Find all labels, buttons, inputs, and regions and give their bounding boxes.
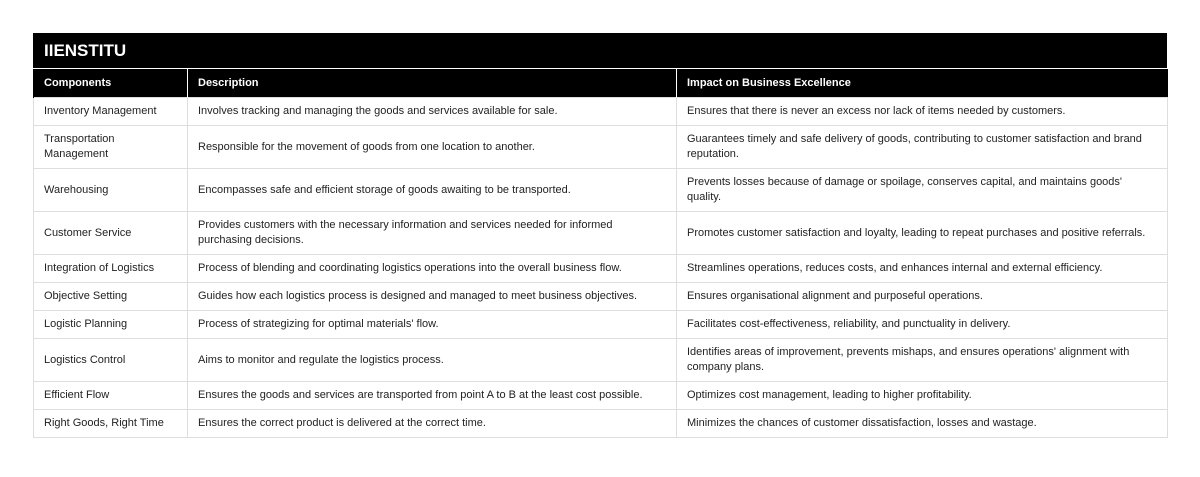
impact-cell: Promotes customer satisfaction and loyalty, leading to repeat purchases and positive referrals. <box>677 212 1168 255</box>
description-cell: Ensures the goods and services are transported from point A to B at the least cost possible. <box>188 382 677 410</box>
description-cell: Provides customers with the necessary information and services needed for informed purchasing decisions. <box>188 212 677 255</box>
table-row <box>34 311 1168 339</box>
table-row <box>34 212 1168 255</box>
impact-cell: Guarantees timely and safe delivery of goods, contributing to customer satisfaction and brand reputation. <box>677 126 1168 169</box>
column-header-impact: Impact on Business Excellence <box>677 69 1168 98</box>
description-cell: Responsible for the movement of goods from one location to another. <box>188 126 677 169</box>
table-row <box>34 98 1168 126</box>
header-row <box>34 69 1168 98</box>
table-row <box>34 169 1168 212</box>
impact-cell: Ensures that there is never an excess nor lack of items needed by customers. <box>677 98 1168 126</box>
description-cell: Aims to monitor and regulate the logistics process. <box>188 339 677 382</box>
component-cell: Integration of Logistics <box>34 255 188 283</box>
component-cell: Right Goods, Right Time <box>34 410 188 438</box>
component-cell: Efficient Flow <box>34 382 188 410</box>
table-row <box>34 283 1168 311</box>
brand-title: IIENSTITU <box>33 33 1167 69</box>
impact-cell: Minimizes the chances of customer dissatisfaction, losses and wastage. <box>677 410 1168 438</box>
impact-cell: Prevents losses because of damage or spoilage, conserves capital, and maintains goods' quality. <box>677 169 1168 212</box>
table-row <box>34 126 1168 169</box>
component-cell: Objective Setting <box>34 283 188 311</box>
component-cell: Customer Service <box>34 212 188 255</box>
table-row <box>34 382 1168 410</box>
logistics-table <box>33 69 1168 438</box>
component-cell: Transportation Management <box>34 126 188 169</box>
table-row <box>34 255 1168 283</box>
description-cell: Encompasses safe and efficient storage of goods awaiting to be transported. <box>188 169 677 212</box>
table-row <box>34 410 1168 438</box>
impact-cell: Facilitates cost-effectiveness, reliability, and punctuality in delivery. <box>677 311 1168 339</box>
description-cell: Ensures the correct product is delivered at the correct time. <box>188 410 677 438</box>
table-row <box>34 339 1168 382</box>
impact-cell: Ensures organisational alignment and purposeful operations. <box>677 283 1168 311</box>
component-cell: Logistic Planning <box>34 311 188 339</box>
description-cell: Process of strategizing for optimal materials' flow. <box>188 311 677 339</box>
impact-cell: Streamlines operations, reduces costs, and enhances internal and external efficiency. <box>677 255 1168 283</box>
table-container <box>33 33 1167 438</box>
column-header-description: Description <box>188 69 677 98</box>
description-cell: Guides how each logistics process is designed and managed to meet business objectives. <box>188 283 677 311</box>
impact-cell: Identifies areas of improvement, prevents mishaps, and ensures operations' alignment with company plans. <box>677 339 1168 382</box>
description-cell: Involves tracking and managing the goods and services available for sale. <box>188 98 677 126</box>
description-cell: Process of blending and coordinating logistics operations into the overall business flow. <box>188 255 677 283</box>
column-header-components: Components <box>34 69 188 98</box>
component-cell: Inventory Management <box>34 98 188 126</box>
impact-cell: Optimizes cost management, leading to higher profitability. <box>677 382 1168 410</box>
component-cell: Warehousing <box>34 169 188 212</box>
component-cell: Logistics Control <box>34 339 188 382</box>
